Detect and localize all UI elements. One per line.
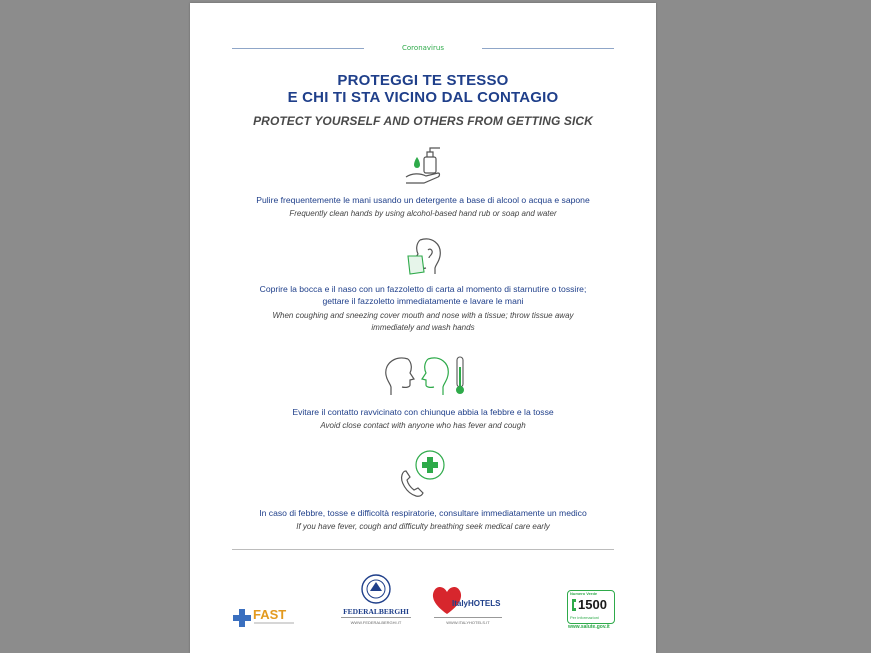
title-line-1: PROTEGGI TE STESSO <box>337 72 509 89</box>
item-2-italian-line-1: Coprire la bocca e il naso con un fazzoletto di carta al momento di starnutire o tossire; <box>259 284 587 294</box>
poster-page <box>190 3 656 653</box>
avoid-contact-fever-icon <box>378 353 470 397</box>
item-1-english: Frequently clean hands by using alcohol-based hand rub or soap and water <box>289 209 557 218</box>
footer-rule <box>232 549 614 550</box>
item-4-italian: In caso di febbre, tosse e difficoltà respiratorie, consultare immediatamente un medico <box>259 508 587 518</box>
item-2-english-line-1: When coughing and sneezing cover mouth and nose with a tissue; throw tissue away <box>272 311 574 320</box>
handset-icon <box>570 598 578 612</box>
hand-sanitizer-icon <box>402 143 446 187</box>
federalberghi-url: WWW.FEDERALBERGHI.IT <box>350 620 402 625</box>
fast-logo-text: FAST <box>253 607 287 622</box>
kicker: Coronavirus <box>402 44 444 52</box>
subtitle: PROTECT YOURSELF AND OTHERS FROM GETTING SICK <box>253 114 593 128</box>
numero-verde-label: Numero Verde <box>570 591 598 596</box>
fast-logo-subline <box>254 622 294 624</box>
fast-cross-icon <box>232 608 252 628</box>
federalberghi-rule <box>341 617 411 618</box>
item-2-italian-line-2: gettare il fazzoletto immediatamente e lavare le mani <box>322 296 524 306</box>
federalberghi-logo-text: FEDERALBERGHI <box>343 607 409 616</box>
item-1-italian: Pulire frequentemente le mani usando un detergente a base di alcool o acqua e sapone <box>256 195 590 205</box>
title-line-2: E CHI TI STA VICINO DAL CONTAGIO <box>287 89 559 106</box>
italyhotels-logo-text: ItalyHOTELS <box>452 599 501 608</box>
item-2-english-line-2: immediately and wash hands <box>371 323 475 332</box>
item-4-english: If you have fever, cough and difficulty breathing seek medical care early <box>296 522 550 531</box>
salute-url: www.salute.gov.it <box>568 624 610 630</box>
italyhotels-url: WWW.ITALYHOTELS.IT <box>446 620 490 625</box>
item-3-english: Avoid close contact with anyone who has fever and cough <box>320 421 526 430</box>
item-3-italian: Evitare il contatto ravvicinato con chiunque abbia la febbre e la tosse <box>292 407 554 417</box>
italyhotels-rule <box>434 617 502 618</box>
cover-mouth-tissue-icon <box>402 234 446 278</box>
federalberghi-emblem-icon <box>360 573 392 605</box>
numero-verde-number: 1500 <box>578 597 607 612</box>
phone-medical-icon <box>396 449 448 499</box>
numero-verde-info: Per informazioni <box>570 615 599 620</box>
